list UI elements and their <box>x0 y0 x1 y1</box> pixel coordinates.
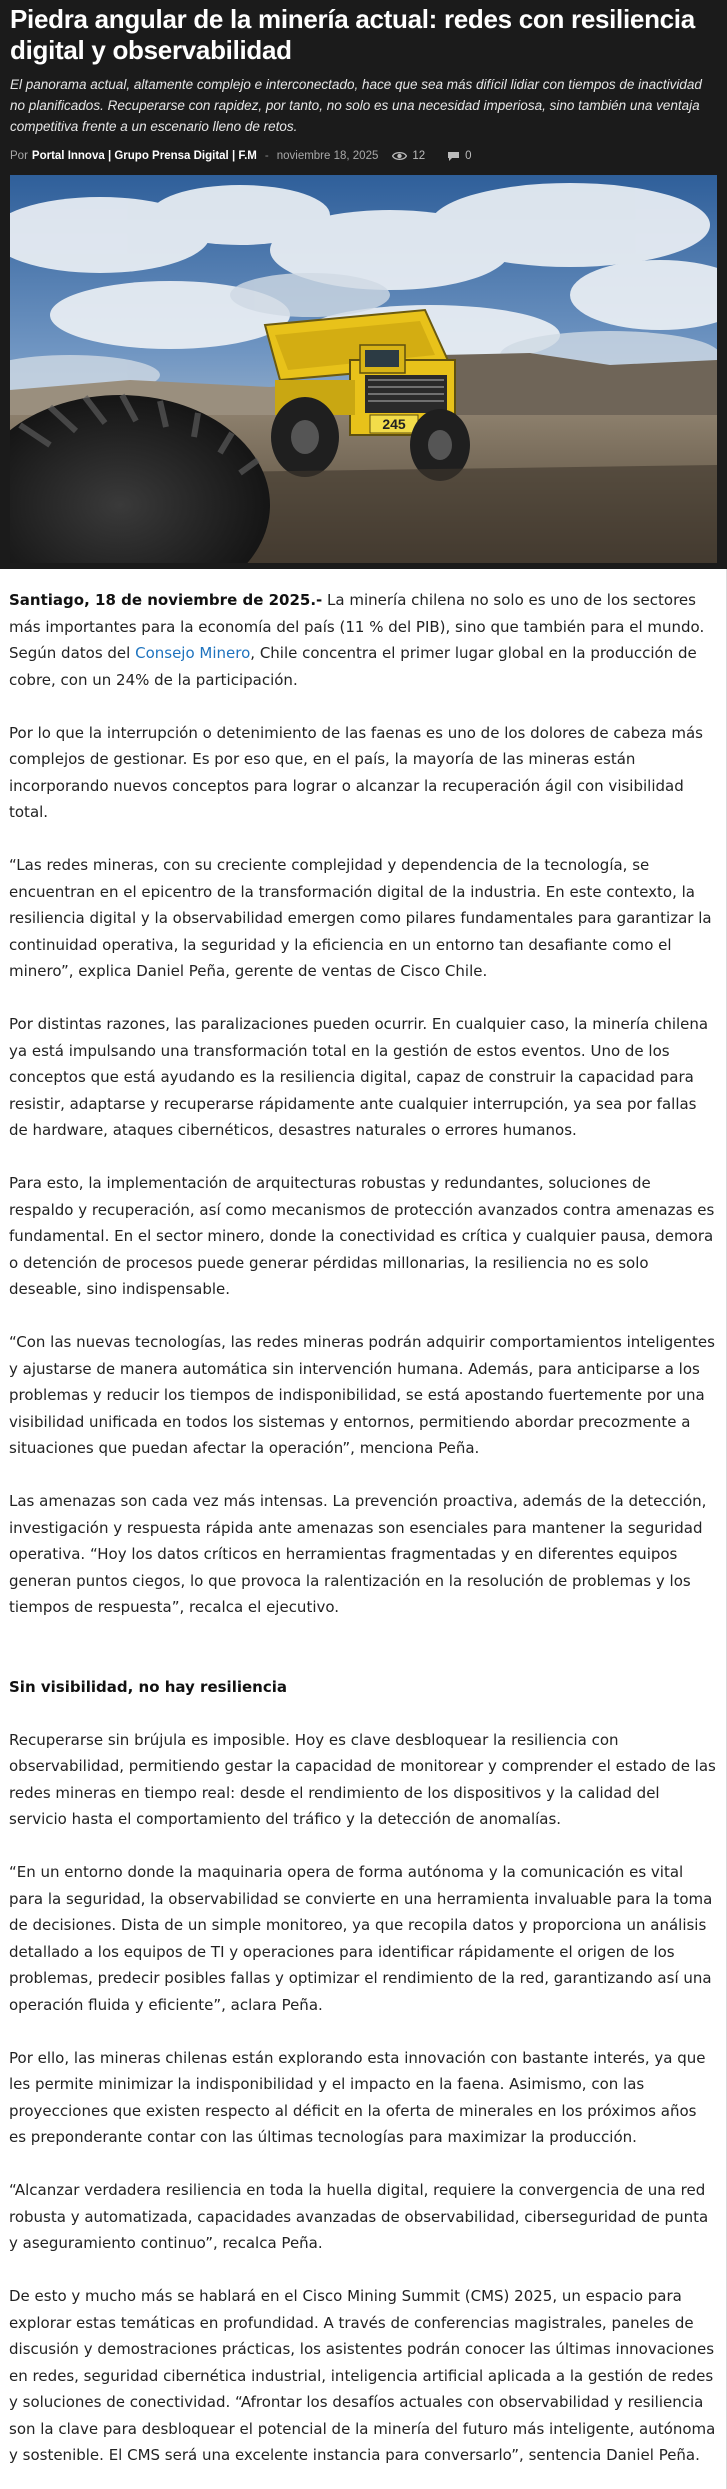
paragraph-12: De esto y mucho más se hablará en el Cisco Mining Summit (CMS) 2025, un espacio para explorar estas temáticas en profundidad. A través de conferencias magistrales, paneles de discusión y demostraciones prácticas, los asistentes podrán conocer las últimas innovaciones en redes, seguridad cibernética industrial, inteligencia artificial aplicada a la gestión de redes y soluciones de conectividad. “Afrontar los desafíos actuales con observabilidad y resiliencia son la clave para desbloquear el potencial de la minería del futuro más inteligente, autónoma y sostenible. El CMS será una excelente instancia para conversarlo”, sentencia Daniel Peña. <box>9 2287 716 2464</box>
paragraph-5: Para esto, la implementación de arquitecturas robustas y redundantes, soluciones de respaldo y recuperación, así como mecanismos de protección avanzados contra amenazas es fundamental. En el sector minero, donde la conectividad es crítica y cualquier pausa, demora o detención de procesos puede generar pérdidas millonarias, la resiliencia no es solo deseable, sino indispensable. <box>9 1174 715 1298</box>
comments-count[interactable] <box>447 150 471 162</box>
author-link[interactable]: Portal Innova | Grupo Prensa Digital | F.M <box>31 150 257 162</box>
dateline: Santiago, 18 de noviembre de 2025.- <box>9 591 323 609</box>
paragraph-1-text-b: , Chile concentra el primer lugar global en la producción de cobre, con un 24% de la participación. <box>9 644 697 689</box>
article-title: Piedra angular de la minería actual: redes con resiliencia digital y observabilidad <box>10 4 695 65</box>
paragraph-1 <box>9 587 716 693</box>
comment-icon <box>447 151 460 162</box>
paragraph-2: Por lo que la interrupción o detenimiento de las faenas es uno de los dolores de cabeza más complejos de gestionar. Es por eso que, en el país, la mayoría de las mineras están incorporando nuevos conceptos para lograr o alcanzar la recuperación ágil con visibilidad total. <box>9 723 703 821</box>
paragraph-10: Por ello, las mineras chilenas están explorando esta innovación con bastante interés, ya que les permite minimizar la indisponibilidad y el impacto en la faena. Asimismo, con las proyecciones que existen respecto al déficit en la oferta de minerales en los próximos años es preponderante contar con las últimas tecnologías para maximizar la producción. <box>9 2048 706 2146</box>
hero-image-container <box>0 175 727 569</box>
paragraph-8: Recuperarse sin brújula es imposible. Hoy es clave desbloquear la resiliencia con observabilidad, permitiendo gestar la capacidad de monitorear y comprender el estado de las redes mineras en tiempo real: desde el rendimiento de los dispositivos y la calidad del servicio hasta el comportamiento del tráfico y la detección de anomalías. <box>9 1730 716 1828</box>
paragraph-1-text-a: La minería chilena no solo es uno de los sectores más importantes para la economía del país (11 % del PIB), sino que también para el mundo. Según datos del <box>9 591 705 662</box>
by-label: Por <box>10 150 28 162</box>
article-body <box>0 569 727 2489</box>
hero-image <box>10 175 717 563</box>
article-meta <box>10 147 717 165</box>
article-subtitle: El panorama actual, altamente complejo e interconectado, hace que sea más difícil lidiar con tiempos de inactividad no planificados. Recuperarse con rapidez, por tanto, no solo es una necesidad imperiosa, sino también una ventaja competitiva frente a un escenario lleno de retos. <box>10 77 702 134</box>
truck-number: 245 <box>382 416 406 432</box>
paragraph-9: “En un entorno donde la maquinaria opera de forma autónoma y la comunicación es vital para la seguridad, la observabilidad se convierte en una herramienta invaluable para la toma de decisiones. Dista de un simple monitoreo, ya que recopila datos y proporciona un análisis detallado a los equipos de TI y operaciones para identificar rápidamente el origen de los problemas, predecir posibles fallas y optimizar el rendimiento de la red, garantizando así una operación fluida y eficiente”, aclara Peña. <box>9 1863 713 2014</box>
meta-separator: - <box>264 150 269 162</box>
section-heading: Sin visibilidad, no hay resiliencia <box>9 1677 287 1696</box>
paragraph-7: Las amenazas son cada vez más intensas. La prevención proactiva, además de la detección, investigación y respuesta rápida ante amenazas son esenciales para mantener la seguridad operativa. “Hoy los datos críticos en herramientas fragmentadas y en diferentes equipos generan puntos ciegos, lo que provoca la ralentización en la resolución de problemas y los tiempos de respuesta”, recalca el ejecutivo. <box>9 1492 707 1616</box>
publish-date: noviembre 18, 2025 <box>276 150 379 162</box>
paragraph-6: “Con las nuevas tecnologías, las redes mineras podrán adquirir comportamientos inteligentes y ajustarse de manera automática sin intervención humana. Además, para anticiparse a los problemas y reducir los tiempos de indisponibilidad, se está apostando fuertemente por una visibilidad unificada en todos los sistemas y entornos, permitiendo abordar precozmente a situaciones que puedan afectar la operación”, menciona Peña. <box>9 1333 715 1457</box>
paragraph-4: Por distintas razones, las paralizaciones pueden ocurrir. En cualquier caso, la minería chilena ya está impulsando una transformación total en la gestión de estos eventos. Uno de los conceptos que está ayudando es la resiliencia digital, capaz de construir la capacidad para resistir, adaptarse y recuperarse rápidamente ante cualquier interrupción, ya sea por fallas de hardware, ataques cibernéticos, desastres naturales o errores humanos. <box>9 1015 709 1139</box>
paragraph-3: “Las redes mineras, con su creciente complejidad y dependencia de la tecnología, se encuentran en el epicentro de la transformación digital de la industria. En este contexto, la resiliencia digital y la observabilidad emergen como pilares fundamentales para garantizar la continuidad operativa, la seguridad y la eficiencia en un entorno tan desafiante como el minero”, explica Daniel Peña, gerente de ventas de Cisco Chile. <box>9 856 712 980</box>
comments-value: 0 <box>465 150 472 162</box>
consejo-minero-link[interactable]: Consejo Minero <box>135 644 251 662</box>
views-count <box>392 150 425 162</box>
article-header <box>0 0 727 175</box>
eye-icon <box>392 151 407 161</box>
views-value: 12 <box>412 150 426 162</box>
paragraph-11: “Alcanzar verdadera resiliencia en toda la huella digital, requiere la convergencia de una red robusta y automatizada, capacidades avanzadas de observabilidad, ciberseguridad de punta y aseguramiento continuo”, recalca Peña. <box>9 2181 709 2252</box>
